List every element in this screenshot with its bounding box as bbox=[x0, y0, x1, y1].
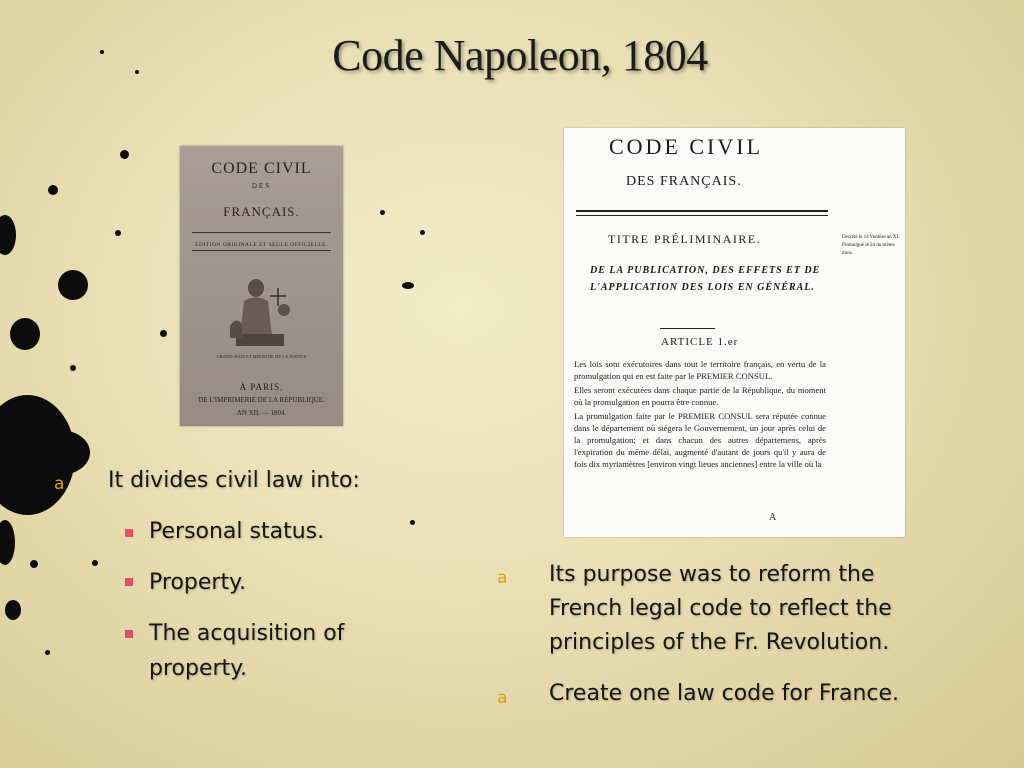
code-civil-cover-image bbox=[180, 146, 343, 426]
slide-title: Code Napoleon, 1804 bbox=[332, 31, 708, 80]
code-civil-page-image bbox=[564, 128, 905, 537]
bullet-marker: a bbox=[54, 474, 65, 494]
page-divider bbox=[576, 215, 828, 216]
cover-line2: DES bbox=[251, 182, 272, 190]
bullet-main: It divides civil law into: bbox=[108, 468, 360, 493]
bullet-text: principles of the Fr. Revolution. bbox=[549, 630, 890, 655]
bullet-text: Create one law code for France. bbox=[549, 681, 900, 706]
cover-edition: ÉDITION ORIGINALE ET SEULE OFFICIELLE. bbox=[195, 242, 328, 248]
page-divider bbox=[576, 210, 828, 212]
page-subtitle: DE LA PUBLICATION, DES EFFETS ET DE L'APPLICATION DES LOIS EN GÉNÉRAL. bbox=[590, 265, 821, 293]
sub-bullet-text: Property. bbox=[149, 570, 246, 595]
page-article: ARTICLE 1.er bbox=[661, 336, 739, 348]
sub-bullet-text: The acquisition of bbox=[149, 621, 345, 646]
page-line1: CODE CIVIL bbox=[609, 134, 764, 159]
cover-date: AN XII. — 1804. bbox=[236, 409, 287, 417]
sub-bullet-icon bbox=[125, 578, 133, 586]
cover-place: À PARIS, bbox=[239, 382, 284, 392]
cover-line3: FRANÇAIS. bbox=[223, 204, 300, 219]
page-para: La promulgation faite par le PREMIER CONSUL sera réputée connue dans le département où siégera le Gouvernement, un jour après celui de la promulgation; et dans chacun des autres départemens, après l'expiration du même délai, augmenté d'autant de jours qu'il y aura de fois dix myriamètres [environ vingt lieues anciennes] entre la ville où la bbox=[574, 411, 826, 469]
bullet-marker: a bbox=[497, 688, 508, 708]
sub-bullet-icon bbox=[125, 630, 133, 638]
cover-divider bbox=[192, 232, 331, 233]
bullet-text: French legal code to reflect the bbox=[549, 596, 892, 621]
bullet-text: Its purpose was to reform the bbox=[549, 562, 875, 587]
bullet-marker: a bbox=[497, 568, 508, 588]
cover-printer-mark: GRAND-JUGE ET MINISTRE DE LA JUSTICE bbox=[216, 354, 307, 359]
cover-printer: DE L'IMPRIMERIE DE LA RÉPUBLIQUE. bbox=[198, 396, 325, 404]
page-divider bbox=[660, 328, 715, 329]
page-para: Elles seront exécutées dans chaque partie de la République, du moment où la promulgation en pourra être connue. bbox=[574, 385, 826, 407]
page-body bbox=[574, 358, 826, 472]
page-line2: DES FRANÇAIS. bbox=[626, 174, 742, 189]
cover-divider bbox=[192, 250, 331, 251]
sub-bullet-icon bbox=[125, 529, 133, 537]
page-side-note: Décrété le 14 Ventôse an XI. Promulgué le 24 du même mois. bbox=[842, 235, 900, 256]
sub-bullet-text: property. bbox=[149, 656, 248, 681]
page-para: Les lois sont exécutoires dans tout le territoire français, en vertu de la promulgation qui en est faite par le PREMIER CONSUL. bbox=[574, 359, 826, 381]
cover-line1: CODE CIVIL bbox=[211, 160, 312, 177]
sub-bullet-text: Personal status. bbox=[149, 519, 325, 544]
page-titre: TITRE PRÉLIMINAIRE. bbox=[608, 232, 762, 246]
page-catchword: A bbox=[769, 512, 777, 523]
justice-emblem-icon bbox=[226, 266, 296, 354]
